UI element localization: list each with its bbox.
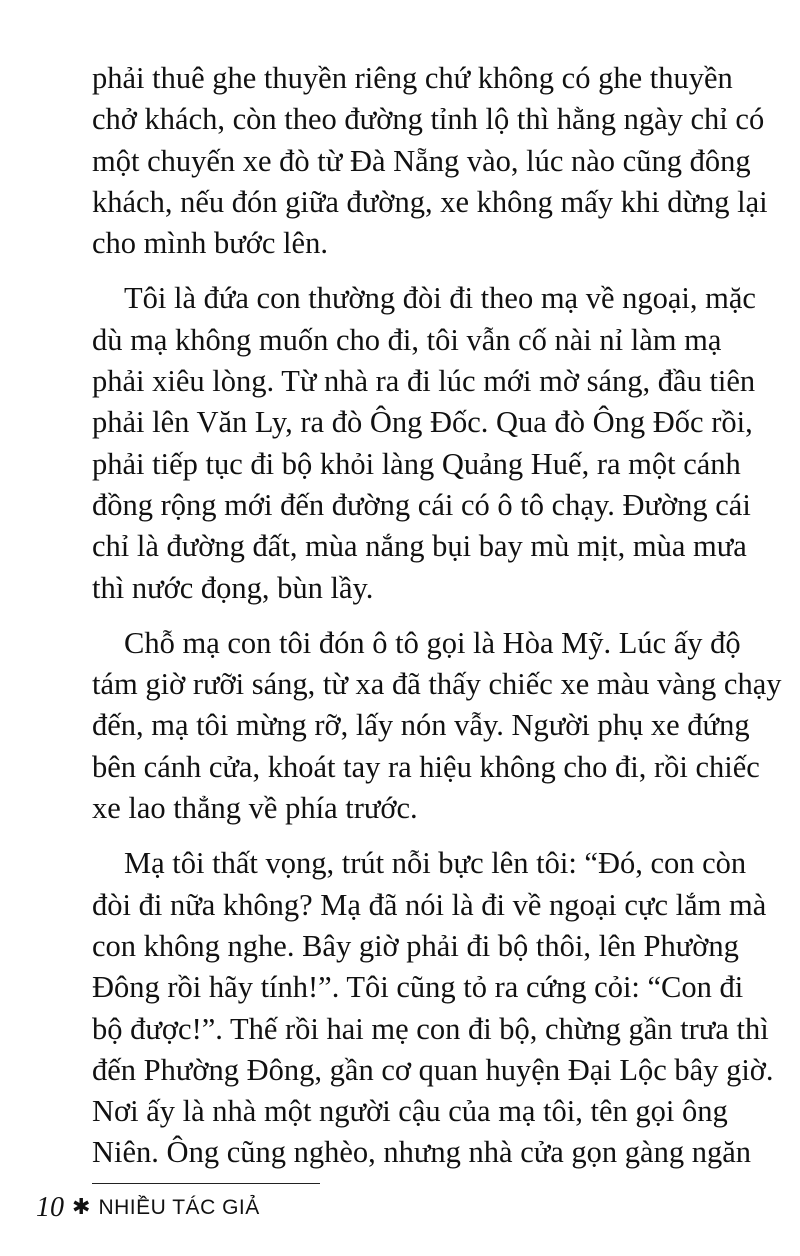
paragraph-gap — [92, 609, 712, 623]
text-line: dù mạ không muốn cho đi, tôi vẫn cố nài nỉ làm mạ — [92, 322, 722, 357]
page-number: 10 — [36, 1192, 64, 1223]
text-line: phải tiếp tục đi bộ khỏi làng Quảng Huế, ra một cánh — [92, 446, 741, 481]
paragraph — [92, 278, 756, 608]
text-line: con không nghe. Bây giờ phải đi bộ thôi, lên Phường — [92, 928, 739, 963]
text-line: Tôi là đứa con thường đòi đi theo mạ về ngoại, mặc — [124, 281, 756, 316]
paragraph-gap — [92, 829, 712, 843]
text-line: Niên. Ông cũng nghèo, nhưng nhà cửa gọn gàng ngăn — [92, 1135, 752, 1170]
text-line: đòi đi nữa không? Mạ đã nói là đi về ngoại cực lắm mà — [92, 887, 767, 922]
body-text — [92, 58, 782, 1174]
text-line: phải xiêu lòng. Từ nhà ra đi lúc mới mờ sáng, đầu tiên — [92, 364, 756, 399]
text-line: bộ được!”. Thế rồi hai mẹ con đi bộ, chừng gần trưa thì — [92, 1011, 769, 1046]
text-line: một chuyến xe đò từ Đà Nẵng vào, lúc nào cũng đông — [92, 143, 751, 178]
text-line: Chỗ mạ con tôi đón ô tô gọi là Hòa Mỹ. Lúc ấy độ — [124, 625, 741, 660]
footer-divider — [92, 1183, 320, 1184]
text-line: đến Phường Đông, gần cơ quan huyện Đại Lộc bây giờ. — [92, 1052, 774, 1087]
text-line: phải thuê ghe thuyền riêng chứ không có ghe thuyền — [92, 61, 733, 95]
text-line: xe lao thẳng về phía trước. — [92, 791, 418, 826]
text-line: thì nước đọng, bùn lầy. — [92, 570, 374, 605]
text-line: đồng rộng mới đến đường cái có ô tô chạy. Đường cái — [92, 487, 751, 522]
page-footer — [36, 1192, 260, 1224]
text-line: cho mình bước lên. — [92, 226, 328, 261]
text-line: chỉ là đường đất, mùa nắng bụi bay mù mịt, mùa mưa — [92, 529, 747, 564]
paragraph — [92, 623, 782, 829]
text-line: khách, nếu đón giữa đường, xe không mấy khi dừng lại — [92, 184, 768, 219]
text-line: tám giờ rưỡi sáng, từ xa đã thấy chiếc xe màu vàng chạy — [92, 667, 782, 702]
paragraph-gap — [92, 264, 712, 278]
text-line: phải lên Văn Ly, ra đò Ông Đốc. Qua đò Ông Đốc rồi, — [92, 405, 753, 440]
running-title: NHIỀU TÁC GIẢ — [98, 1196, 260, 1219]
text-line: bên cánh cửa, khoát tay ra hiệu không cho đi, rồi chiếc — [92, 749, 760, 784]
text-line: chở khách, còn theo đường tỉnh lộ thì hằng ngày chỉ có — [92, 102, 765, 137]
text-line: Nơi ấy là nhà một người cậu của mạ tôi, tên gọi ông — [92, 1094, 728, 1129]
paragraph — [92, 58, 768, 264]
paragraph — [92, 843, 774, 1173]
text-line: Đông rồi hãy tính!”. Tôi cũng tỏ ra cứng cỏi: “Con đi — [92, 970, 744, 1005]
text-line: Mạ tôi thất vọng, trút nỗi bực lên tôi: “Đó, con còn — [124, 846, 747, 881]
star-icon: ✱ — [72, 1195, 91, 1220]
text-line: đến, mạ tôi mừng rỡ, lấy nón vẫy. Người phụ xe đứng — [92, 708, 750, 743]
